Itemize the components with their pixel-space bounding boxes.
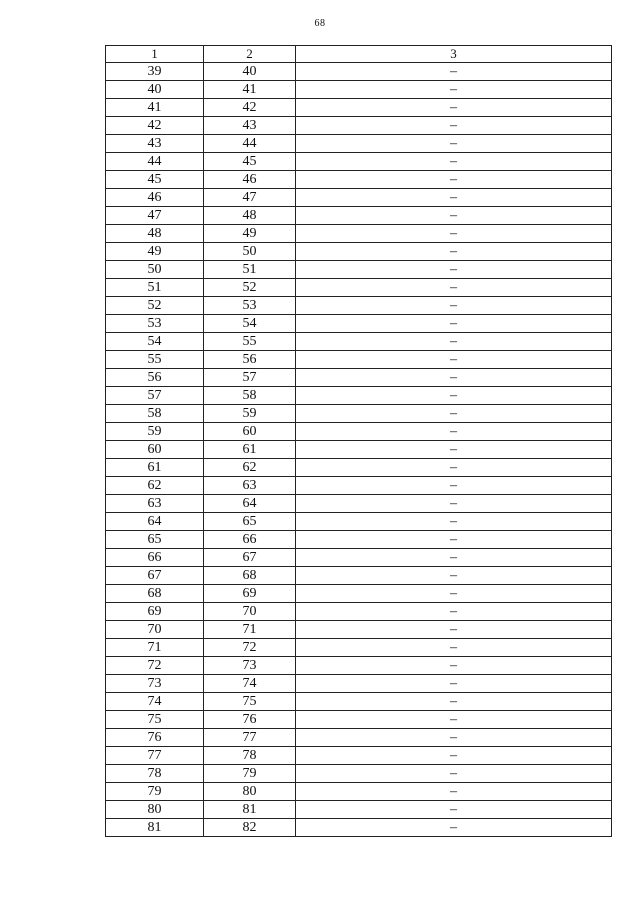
table-cell-col-1: 55 — [106, 351, 204, 369]
table-cell-col-2: 59 — [204, 405, 296, 423]
table-cell-col-3: – — [296, 351, 612, 369]
table-cell-col-3: – — [296, 585, 612, 603]
table-row — [106, 495, 612, 513]
table-cell-col-1: 44 — [106, 153, 204, 171]
table-row — [106, 603, 612, 621]
table-cell-col-3: – — [296, 765, 612, 783]
table-row — [106, 333, 612, 351]
table-row — [106, 207, 612, 225]
table-cell-col-1: 73 — [106, 675, 204, 693]
table-cell-col-3: – — [296, 603, 612, 621]
table-cell-col-3: – — [296, 801, 612, 819]
table-cell-col-2: 79 — [204, 765, 296, 783]
table-cell-col-3: – — [296, 819, 612, 837]
table-cell-col-1: 60 — [106, 441, 204, 459]
table-cell-col-3: – — [296, 567, 612, 585]
table-cell-col-2: 60 — [204, 423, 296, 441]
table-cell-col-2: 58 — [204, 387, 296, 405]
table-cell-col-1: 53 — [106, 315, 204, 333]
table-cell-col-1: 59 — [106, 423, 204, 441]
table-cell-col-1: 67 — [106, 567, 204, 585]
table-cell-col-1: 49 — [106, 243, 204, 261]
table-cell-col-3: – — [296, 387, 612, 405]
table-cell-col-1: 71 — [106, 639, 204, 657]
table-cell-col-2: 63 — [204, 477, 296, 495]
table-cell-col-2: 48 — [204, 207, 296, 225]
table-cell-col-2: 70 — [204, 603, 296, 621]
table-cell-col-2: 47 — [204, 189, 296, 207]
table-cell-col-3: – — [296, 315, 612, 333]
table-cell-col-2: 41 — [204, 81, 296, 99]
column-header-2: 2 — [204, 46, 296, 63]
table-row — [106, 315, 612, 333]
table-cell-col-3: – — [296, 783, 612, 801]
table-cell-col-2: 64 — [204, 495, 296, 513]
table-cell-col-2: 68 — [204, 567, 296, 585]
table-cell-col-3: – — [296, 333, 612, 351]
table-row — [106, 675, 612, 693]
table-cell-col-3: – — [296, 621, 612, 639]
table-cell-col-2: 82 — [204, 819, 296, 837]
table-cell-col-3: – — [296, 369, 612, 387]
table-cell-col-3: – — [296, 225, 612, 243]
table-cell-col-1: 74 — [106, 693, 204, 711]
table-row — [106, 477, 612, 495]
table-cell-col-2: 65 — [204, 513, 296, 531]
table-cell-col-1: 63 — [106, 495, 204, 513]
table-cell-col-3: – — [296, 711, 612, 729]
table-cell-col-2: 45 — [204, 153, 296, 171]
table-cell-col-3: – — [296, 459, 612, 477]
table-cell-col-1: 39 — [106, 63, 204, 81]
table-cell-col-2: 50 — [204, 243, 296, 261]
table-cell-col-3: – — [296, 549, 612, 567]
table-cell-col-1: 41 — [106, 99, 204, 117]
table-header-row — [106, 46, 612, 63]
table-cell-col-3: – — [296, 135, 612, 153]
table-row — [106, 117, 612, 135]
table-cell-col-1: 64 — [106, 513, 204, 531]
table-cell-col-1: 76 — [106, 729, 204, 747]
table-cell-col-3: – — [296, 747, 612, 765]
table-row — [106, 459, 612, 477]
column-header-1: 1 — [106, 46, 204, 63]
table-cell-col-1: 50 — [106, 261, 204, 279]
table-header — [106, 46, 612, 63]
table-cell-col-3: – — [296, 693, 612, 711]
table-row — [106, 225, 612, 243]
table-row — [106, 189, 612, 207]
table-cell-col-3: – — [296, 171, 612, 189]
table-row — [106, 801, 612, 819]
table-cell-col-1: 79 — [106, 783, 204, 801]
table-cell-col-3: – — [296, 531, 612, 549]
table-cell-col-2: 54 — [204, 315, 296, 333]
table-cell-col-2: 49 — [204, 225, 296, 243]
table-cell-col-2: 42 — [204, 99, 296, 117]
table-row — [106, 513, 612, 531]
table-row — [106, 441, 612, 459]
table-cell-col-1: 68 — [106, 585, 204, 603]
table-body — [106, 63, 612, 837]
table-row — [106, 729, 612, 747]
table-cell-col-3: – — [296, 657, 612, 675]
table-row — [106, 171, 612, 189]
table-row — [106, 351, 612, 369]
table-cell-col-3: – — [296, 153, 612, 171]
table-cell-col-2: 43 — [204, 117, 296, 135]
table-cell-col-3: – — [296, 639, 612, 657]
table-row — [106, 99, 612, 117]
table-cell-col-2: 66 — [204, 531, 296, 549]
table-row — [106, 261, 612, 279]
table-cell-col-1: 72 — [106, 657, 204, 675]
data-table — [105, 45, 612, 837]
table-cell-col-2: 75 — [204, 693, 296, 711]
table-cell-col-1: 43 — [106, 135, 204, 153]
table-row — [106, 297, 612, 315]
table-cell-col-2: 44 — [204, 135, 296, 153]
table-cell-col-3: – — [296, 297, 612, 315]
table-cell-col-2: 40 — [204, 63, 296, 81]
table-cell-col-2: 62 — [204, 459, 296, 477]
table-row — [106, 711, 612, 729]
table-row — [106, 423, 612, 441]
table-cell-col-3: – — [296, 675, 612, 693]
table-row — [106, 279, 612, 297]
table-cell-col-2: 73 — [204, 657, 296, 675]
table-cell-col-1: 58 — [106, 405, 204, 423]
table-cell-col-1: 46 — [106, 189, 204, 207]
table-cell-col-1: 80 — [106, 801, 204, 819]
table-cell-col-3: – — [296, 729, 612, 747]
table-cell-col-2: 76 — [204, 711, 296, 729]
table-cell-col-3: – — [296, 243, 612, 261]
table-cell-col-2: 55 — [204, 333, 296, 351]
table-cell-col-1: 40 — [106, 81, 204, 99]
table-cell-col-3: – — [296, 117, 612, 135]
table-cell-col-1: 69 — [106, 603, 204, 621]
table-cell-col-2: 77 — [204, 729, 296, 747]
table-row — [106, 243, 612, 261]
table-row — [106, 549, 612, 567]
table-cell-col-1: 75 — [106, 711, 204, 729]
table-cell-col-3: – — [296, 495, 612, 513]
table-cell-col-1: 48 — [106, 225, 204, 243]
table-cell-col-3: – — [296, 207, 612, 225]
table-cell-col-2: 46 — [204, 171, 296, 189]
table-row — [106, 531, 612, 549]
table-cell-col-3: – — [296, 513, 612, 531]
table-row — [106, 387, 612, 405]
table-cell-col-1: 57 — [106, 387, 204, 405]
table-cell-col-1: 51 — [106, 279, 204, 297]
table-row — [106, 405, 612, 423]
table-cell-col-2: 81 — [204, 801, 296, 819]
table-cell-col-1: 78 — [106, 765, 204, 783]
table-cell-col-3: – — [296, 81, 612, 99]
table-cell-col-1: 54 — [106, 333, 204, 351]
table-cell-col-1: 81 — [106, 819, 204, 837]
table-cell-col-3: – — [296, 423, 612, 441]
table-cell-col-2: 53 — [204, 297, 296, 315]
table-row — [106, 819, 612, 837]
table-cell-col-3: – — [296, 441, 612, 459]
table-row — [106, 567, 612, 585]
table-cell-col-1: 61 — [106, 459, 204, 477]
table-cell-col-1: 47 — [106, 207, 204, 225]
table-row — [106, 81, 612, 99]
table-cell-col-2: 51 — [204, 261, 296, 279]
table-cell-col-2: 56 — [204, 351, 296, 369]
table-cell-col-1: 45 — [106, 171, 204, 189]
table-cell-col-3: – — [296, 477, 612, 495]
table-cell-col-1: 66 — [106, 549, 204, 567]
table-row — [106, 693, 612, 711]
table-cell-col-3: – — [296, 279, 612, 297]
table-cell-col-2: 72 — [204, 639, 296, 657]
table-row — [106, 765, 612, 783]
table-cell-col-3: – — [296, 63, 612, 81]
table-cell-col-3: – — [296, 261, 612, 279]
table-cell-col-2: 74 — [204, 675, 296, 693]
table-row — [106, 783, 612, 801]
table-cell-col-2: 71 — [204, 621, 296, 639]
table-row — [106, 135, 612, 153]
table-cell-col-2: 67 — [204, 549, 296, 567]
table-cell-col-3: – — [296, 405, 612, 423]
table-row — [106, 585, 612, 603]
table-cell-col-1: 70 — [106, 621, 204, 639]
table-row — [106, 657, 612, 675]
table-cell-col-3: – — [296, 99, 612, 117]
table-row — [106, 63, 612, 81]
table-cell-col-1: 62 — [106, 477, 204, 495]
table-cell-col-1: 42 — [106, 117, 204, 135]
table-cell-col-2: 69 — [204, 585, 296, 603]
page-number: 68 — [314, 18, 326, 29]
table-cell-col-2: 52 — [204, 279, 296, 297]
table-cell-col-2: 57 — [204, 369, 296, 387]
table-cell-col-2: 78 — [204, 747, 296, 765]
table-cell-col-1: 52 — [106, 297, 204, 315]
table-cell-col-1: 65 — [106, 531, 204, 549]
table-cell-col-1: 77 — [106, 747, 204, 765]
table-row — [106, 369, 612, 387]
table-cell-col-2: 61 — [204, 441, 296, 459]
table-row — [106, 639, 612, 657]
table-cell-col-3: – — [296, 189, 612, 207]
table-cell-col-1: 56 — [106, 369, 204, 387]
column-header-3: 3 — [296, 46, 612, 63]
table-row — [106, 153, 612, 171]
table-row — [106, 621, 612, 639]
table-row — [106, 747, 612, 765]
table-cell-col-2: 80 — [204, 783, 296, 801]
